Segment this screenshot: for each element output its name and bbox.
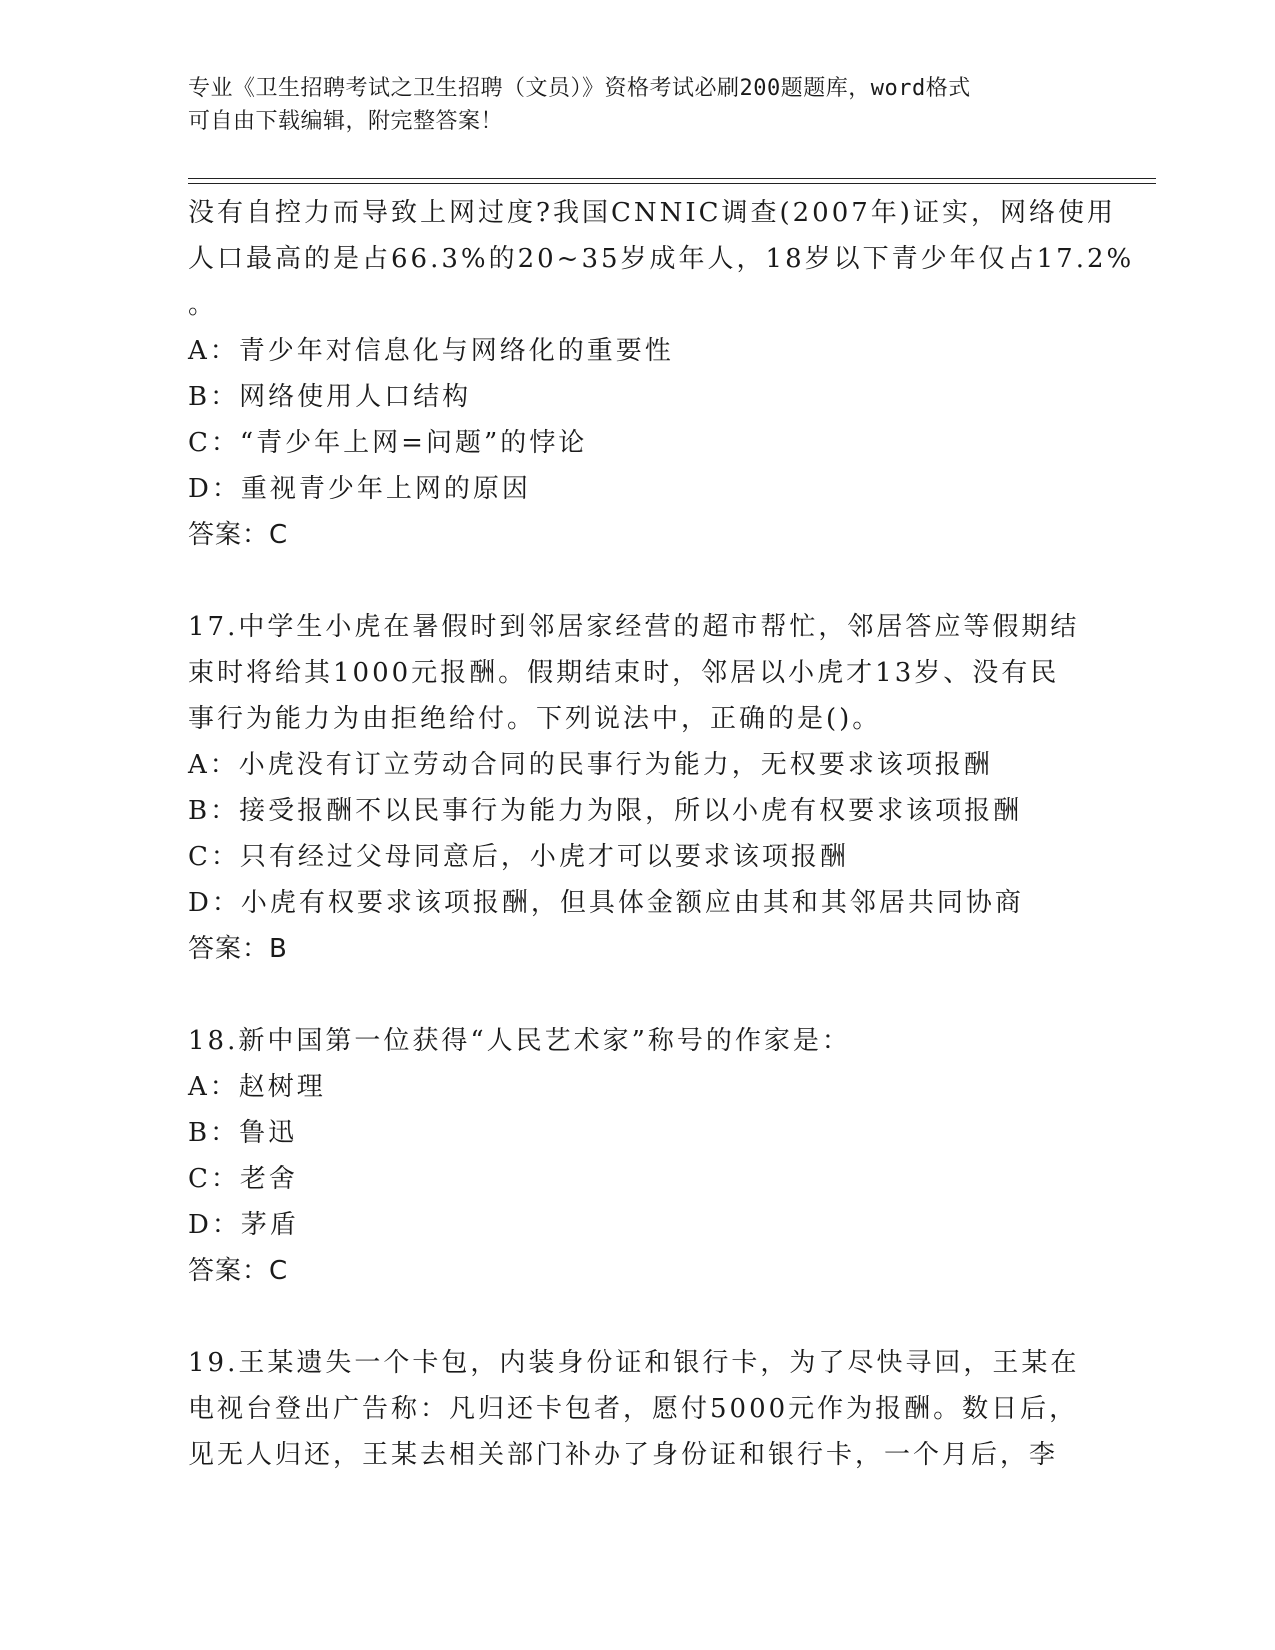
question-text-line: 见无人归还，王某去相关部门补办了身份证和银行卡，一个月后，李 bbox=[188, 1440, 1059, 1470]
question-text-line: 。 bbox=[188, 290, 218, 320]
option-c: C：只有经过父母同意后，小虎才可以要求该项报酬 bbox=[188, 842, 849, 872]
option-d: D：小虎有权要求该项报酬，但具体金额应由其和其邻居共同协商 bbox=[188, 888, 1024, 918]
answer-line: 答案：C bbox=[188, 520, 289, 550]
option-b: B：网络使用人口结构 bbox=[188, 382, 472, 412]
question-text-line: 18.新中国第一位获得“人民艺术家”称号的作家是： bbox=[188, 1026, 851, 1056]
question-17 bbox=[188, 604, 1088, 972]
header-line-2: 可自由下载编辑，附完整答案！ bbox=[188, 109, 504, 134]
question-text-line: 人口最高的是占66.3%的20~35岁成年人，18岁以下青少年仅占17.2% bbox=[188, 244, 1135, 274]
option-d: D：茅盾 bbox=[188, 1210, 299, 1240]
question-text-line: 束时将给其1000元报酬。假期结束时，邻居以小虎才13岁、没有民 bbox=[188, 658, 1060, 688]
question-text-line: 没有自控力而导致上网过度?我国CNNIC调查(2007年)证实，网络使用 bbox=[188, 198, 1116, 228]
option-d: D：重视青少年上网的原因 bbox=[188, 474, 531, 504]
question-text-line: 19.王某遗失一个卡包，内装身份证和银行卡，为了尽快寻回，王某在 bbox=[188, 1348, 1080, 1378]
document-header bbox=[188, 72, 1088, 138]
question-text-line: 事行为能力为由拒绝给付。下列说法中，正确的是()。 bbox=[188, 704, 882, 734]
answer-line: 答案：B bbox=[188, 934, 288, 964]
question-18 bbox=[188, 1018, 1088, 1294]
option-a: A：赵树理 bbox=[188, 1072, 326, 1102]
option-c: C：“青少年上网=问题”的悖论 bbox=[188, 428, 588, 458]
answer-line: 答案：C bbox=[188, 1256, 289, 1286]
spacer bbox=[188, 972, 1088, 1018]
option-a: A：青少年对信息化与网络化的重要性 bbox=[188, 336, 674, 366]
spacer bbox=[188, 1294, 1088, 1340]
spacer bbox=[188, 558, 1088, 604]
header-line-1: 专业《卫生招聘考试之卫生招聘（文员）》资格考试必刷200题题库，word格式 bbox=[188, 76, 971, 101]
option-b: B：接受报酬不以民事行为能力为限，所以小虎有权要求该项报酬 bbox=[188, 796, 1023, 826]
option-a: A：小虎没有订立劳动合同的民事行为能力，无权要求该项报酬 bbox=[188, 750, 993, 780]
question-text-line: 电视台登出广告称：凡归还卡包者，愿付5000元作为报酬。数日后， bbox=[188, 1394, 1079, 1424]
document-body bbox=[188, 190, 1135, 1478]
header-divider-top bbox=[188, 178, 1156, 179]
option-c: C：老舍 bbox=[188, 1164, 298, 1194]
option-b: B：鲁迅 bbox=[188, 1118, 298, 1148]
question-text-line: 17.中学生小虎在暑假时到邻居家经营的超市帮忙，邻居答应等假期结 bbox=[188, 612, 1080, 642]
header-divider-bottom bbox=[188, 183, 1156, 184]
question-19 bbox=[188, 1340, 1088, 1478]
question-16 bbox=[188, 190, 1135, 558]
